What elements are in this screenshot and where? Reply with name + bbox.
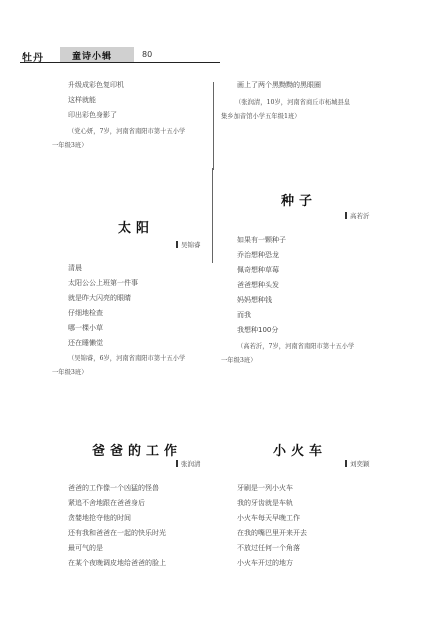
poem-line: 这样就能 — [68, 96, 96, 104]
author-note: （吴锦睿，6岁，河南省南阳市第十五小学 — [68, 355, 186, 362]
poem-line: 不放过任何一个角落 — [237, 544, 300, 552]
poem-line: 贪婪地抢夺他的时间 — [68, 514, 131, 522]
author-note: （张润清，10岁，河南省商丘市柘城县皇 — [235, 99, 351, 106]
author-note: 一年级3班） — [52, 142, 88, 149]
poem-line: 我的牙齿就是车轨 — [237, 499, 293, 507]
poem-line: 哪一棵小草 — [68, 324, 103, 332]
poem-line: 爸爸想种头发 — [237, 281, 279, 289]
poem-line: 小火车每天早晚工作 — [237, 514, 300, 522]
poem-line: 我想种100分 — [237, 326, 279, 334]
poem-line: 就是昨大闪亮的眼睛 — [68, 294, 131, 302]
poem-title: 种子 — [281, 194, 318, 209]
poem-line: 妈妈想种钱 — [237, 296, 272, 304]
author-name: 吴锦睿 — [181, 241, 201, 249]
author-name: 刘奕颖 — [350, 460, 370, 468]
author-name: 张润清 — [181, 460, 201, 468]
poem-line: 画上了两个黑黝黝的黑眼圈 — [237, 81, 321, 89]
poem-title: 太阳 — [118, 221, 155, 236]
poem-line: 还在睡懒觉 — [68, 339, 103, 347]
author-note: （高若沂，7岁，河南省南阳市第十五小学 — [237, 343, 355, 350]
poem-line: 爸爸的工作像一个凶猛的怪兽 — [68, 484, 159, 492]
poem-line: 仔细地检查 — [68, 309, 103, 317]
poem-line: 印出彩色身影了 — [68, 111, 117, 119]
author-marker — [345, 460, 347, 467]
column-divider-middle — [212, 168, 213, 263]
poem-line: 紧追不舍地跟在爸爸身后 — [68, 499, 145, 507]
poem-author — [176, 240, 201, 249]
column-divider-top — [213, 82, 214, 170]
poem-author — [345, 211, 370, 220]
poem-line: 在某个夜晚调皮地给爸爸的脸上 — [68, 559, 166, 567]
author-marker — [176, 241, 178, 248]
poem-line: 升级成彩色复印机 — [68, 81, 124, 89]
poem-line: 如果有一颗种子 — [237, 236, 286, 244]
author-note: 一年级3班） — [52, 369, 88, 376]
author-marker — [176, 460, 178, 467]
poem-title: 爸爸的工作 — [92, 444, 183, 459]
author-note: （党心妍，7岁，河南省南阳市第十五小学 — [68, 128, 186, 135]
author-note: 一年级3班） — [221, 357, 257, 364]
poem-line: 还有我和爸爸在一起的快乐时光 — [68, 529, 166, 537]
poem-line: 在我的嘴巴里开来开去 — [237, 529, 307, 537]
page-number: 80 — [142, 50, 153, 59]
poem-title: 小火车 — [273, 444, 328, 459]
poem-line: 乔治想种恐龙 — [237, 251, 279, 259]
magazine-brand: 牡丹 — [22, 53, 44, 64]
poem-line: 而我 — [237, 311, 251, 319]
poem-line: 最可气的是 — [68, 544, 103, 552]
poem-author — [345, 459, 370, 468]
poem-author — [176, 459, 201, 468]
author-note: 集乡加音馆小学五年级1班） — [221, 113, 301, 120]
poem-line: 佩奇想种草莓 — [237, 266, 279, 274]
author-name: 高若沂 — [350, 212, 370, 220]
poem-line: 牙刷是一列小火车 — [237, 484, 293, 492]
poem-line: 清晨 — [68, 264, 82, 272]
poem-line: 太阳公公上班第一件事 — [68, 279, 138, 287]
author-marker — [345, 212, 347, 219]
poem-line: 小火车开过的地方 — [237, 559, 293, 567]
column-title: 童诗小辑 — [72, 52, 113, 62]
